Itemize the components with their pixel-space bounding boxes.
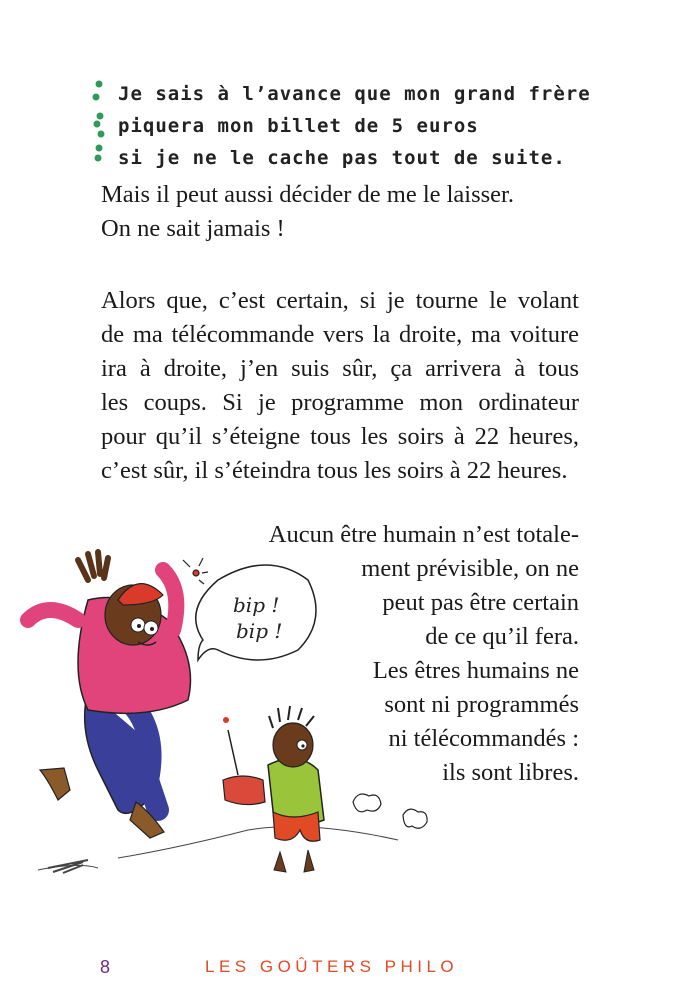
paragraph-line: sont ni programmés: [384, 691, 579, 718]
paragraph-line: ils sont libres.: [442, 759, 579, 786]
paragraph-2: [101, 284, 579, 488]
paragraph-line: Aucun être humain n’est totale-: [268, 521, 579, 548]
speech-bubble: [196, 565, 316, 660]
paragraph-line: Alors que, c’est certain, si je tourne le volant: [101, 287, 579, 314]
paragraph-line: de ce qu’il fera.: [425, 623, 579, 650]
page-number: 8: [100, 957, 111, 977]
dust-clouds-decoration: [353, 794, 427, 828]
paragraph-line: Mais il peut aussi décider de me le laisser.: [101, 181, 514, 208]
paragraph-line: peut pas être certain: [382, 589, 579, 616]
illustration: [18, 540, 448, 890]
series-title: LES GOÛTERS PHILO: [205, 957, 459, 976]
quote-line: si je ne le cache pas tout de suite.: [118, 147, 566, 169]
green-dots-decoration: [90, 78, 110, 178]
quote-line: piquera mon billet de 5 euros: [118, 115, 479, 137]
speech-bubble-text: bip !: [233, 593, 280, 617]
paragraph-1: [101, 178, 579, 246]
speech-bubble-text: bip !: [236, 619, 283, 643]
page-footer: [0, 957, 700, 987]
paragraph-line: Les êtres humains ne: [372, 657, 579, 684]
quote-block: [90, 78, 610, 174]
paragraph-line: ment prévisible, on ne: [361, 555, 579, 582]
paragraph-line: On ne sait jamais !: [101, 215, 285, 242]
paragraph-line: les coups. Si je programme mon ordinateur: [101, 389, 579, 416]
paragraph-line: ira à droite, j’en suis sûr, ça arrivera à tous: [101, 355, 579, 382]
dancing-man-figure: [28, 552, 191, 838]
paragraph-line: pour qu’il s’éteigne tous les soirs à 22 heures,: [101, 423, 579, 450]
shadow-decoration: [38, 827, 398, 873]
paragraph-line: ni télécommandés :: [388, 725, 579, 752]
antenna-sparkle-icon: [183, 558, 208, 584]
paragraph-line: c’est sûr, il s’éteindra tous les soirs à 22 heures.: [101, 457, 568, 484]
quote-line: Je sais à l’avance que mon grand frère: [118, 83, 591, 105]
boy-with-remote-figure: [223, 706, 324, 872]
paragraph-line: de ma télécommande vers la droite, ma voiture: [101, 321, 579, 348]
